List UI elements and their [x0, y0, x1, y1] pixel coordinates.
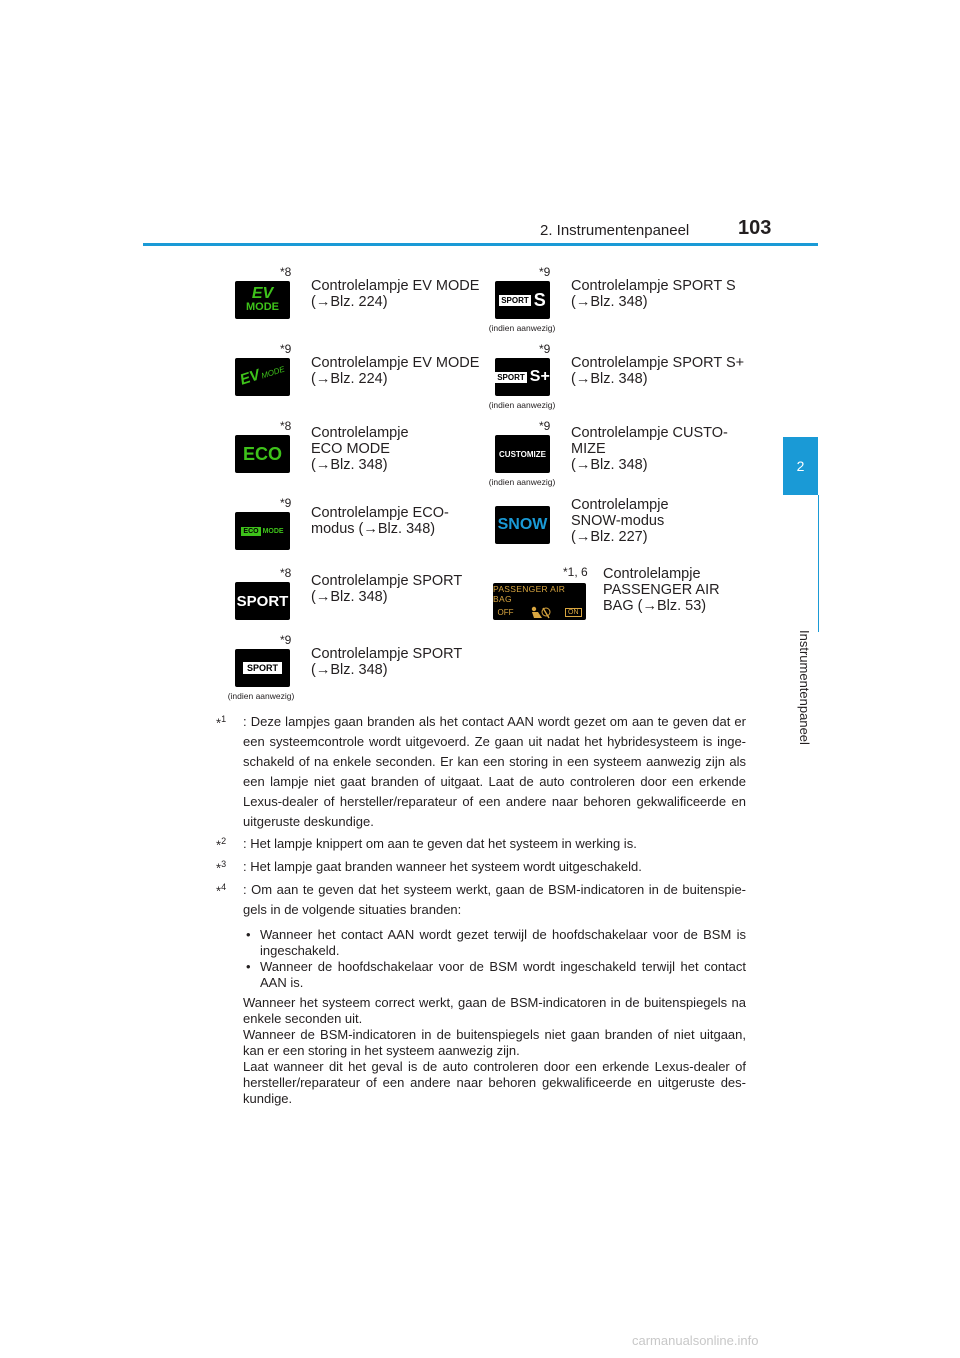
footnote-ref: *1, 6: [563, 565, 588, 579]
paragraph: Wanneer de BSM-indicatoren in de buitenspiegels niet gaan branden of niet uitgaan, kan er een storing in het systeem aanwezig zijn.: [243, 1027, 746, 1058]
chapter-tab-rule: [783, 495, 819, 632]
lamp-description: Controlelampje SPORT (→Blz. 348): [311, 646, 463, 678]
sport-icon: SPORT: [235, 582, 290, 620]
footnote-ref: *8: [280, 566, 292, 580]
bullet-item: • Wanneer de hoofdschakelaar voor de BSM wordt ingeschakeld terwijl het contact AAN is.: [246, 959, 746, 990]
footnote-ref: *9: [539, 342, 551, 356]
footnote-ref: *8: [280, 265, 292, 279]
eco-mode-icon: ECO: [235, 435, 290, 473]
sport-icon: SPORT: [235, 649, 290, 687]
footnote-2: *$^2$ : Het lampje knippert om aan te geven dat het systeem in werking is.: [216, 836, 637, 853]
ev-mode-icon: EV MODE: [235, 358, 290, 396]
chapter-tab: 2: [783, 437, 818, 495]
ev-mode-icon: EV MODE: [235, 281, 290, 319]
availability-note: (indien aanwezig): [488, 477, 556, 487]
watermark: carmanualsonline.info: [632, 1333, 759, 1348]
lamp-description: Controlelampje SPORT S (→Blz. 348): [571, 278, 736, 310]
footnote-3: *$^3$ : Het lampje gaat branden wanneer het systeem wordt uitgeschakeld.: [216, 859, 642, 876]
lamp-description: Controlelampje EV MODE (→Blz. 224): [311, 278, 480, 310]
footnote-4: *$^4$ : Om aan te geven dat het systeem werkt, gaan de BSM-indicatoren in de buitenspie-gels in de volgende situaties branden:: [216, 882, 746, 917]
page-number: 103: [738, 217, 772, 239]
footnote-ref: *9: [280, 342, 292, 356]
footnote-ref: *9: [539, 265, 551, 279]
availability-note: (indien aanwezig): [227, 691, 295, 701]
chapter-tab-label: Instrumentenpaneel: [797, 630, 812, 745]
sport-s-icon: SPORT S: [495, 281, 550, 319]
lamp-description: Controlelampje CUSTO- MIZE (→Blz. 348): [571, 425, 728, 473]
availability-note: (indien aanwezig): [488, 400, 556, 410]
header-rule: [143, 243, 818, 246]
snow-mode-icon: SNOW: [495, 506, 550, 544]
lamp-description: Controlelampje SPORT (→Blz. 348): [311, 573, 463, 605]
paragraph: Laat wanneer dit het geval is de auto controleren door een erkende Lexus-dealer of hersteller/reparateur of een andere naar behoren gekwalificeerde en uitgeruste des-kundige.: [243, 1059, 746, 1106]
footnote-ref: *9: [280, 496, 292, 510]
customize-icon: CUSTOMIZE: [495, 435, 550, 473]
passenger-airbag-icon: PASSENGER AIR BAG OFF ON: [493, 583, 586, 620]
sport-s-plus-icon: SPORT S+: [495, 358, 550, 396]
section-title: 2. Instrumentenpaneel: [540, 222, 690, 239]
lamp-description: Controlelampje ECO- modus (→Blz. 348): [311, 505, 449, 537]
footnote-ref: *9: [280, 633, 292, 647]
lamp-description: Controlelampje ECO MODE (→Blz. 348): [311, 425, 409, 473]
lamp-description: Controlelampje PASSENGER AIR BAG (→Blz. 53): [603, 566, 720, 614]
paragraph: Wanneer het systeem correct werkt, gaan de BSM-indicatoren in de buitenspiegels na enkele seconden uit.: [243, 995, 746, 1026]
airbag-person-icon: [526, 606, 552, 620]
lamp-description: Controlelampje EV MODE (→Blz. 224): [311, 355, 480, 387]
footnote-ref: *8: [280, 419, 292, 433]
lamp-description: Controlelampje SNOW-modus (→Blz. 227): [571, 497, 669, 545]
footnote-1: *$^1$ : Deze lampjes gaan branden als het contact AAN wordt gezet om aan te geven dat er een systeemcontrole wordt uitgevoerd. Ze gaan uit nadat het hybridesysteem is inge-schakeld of na enkele seconden. Er kan een storing in een systeem aanwezig zijn als een lampje niet gaat branden of uitgaat. Laat de auto controleren door een erkende Lexus-dealer of hersteller/reparateur of een andere naar behoren gekwalificeerde en uitgeruste deskundige.: [216, 714, 746, 829]
bullet-item: • Wanneer het contact AAN wordt gezet terwijl de hoofdschakelaar voor de BSM is ingeschakeld.: [246, 927, 746, 958]
footnote-ref: *9: [539, 419, 551, 433]
lamp-description: Controlelampje SPORT S+ (→Blz. 348): [571, 355, 745, 387]
eco-mode-icon: ECO MODE: [235, 512, 290, 550]
availability-note: (indien aanwezig): [488, 323, 556, 333]
